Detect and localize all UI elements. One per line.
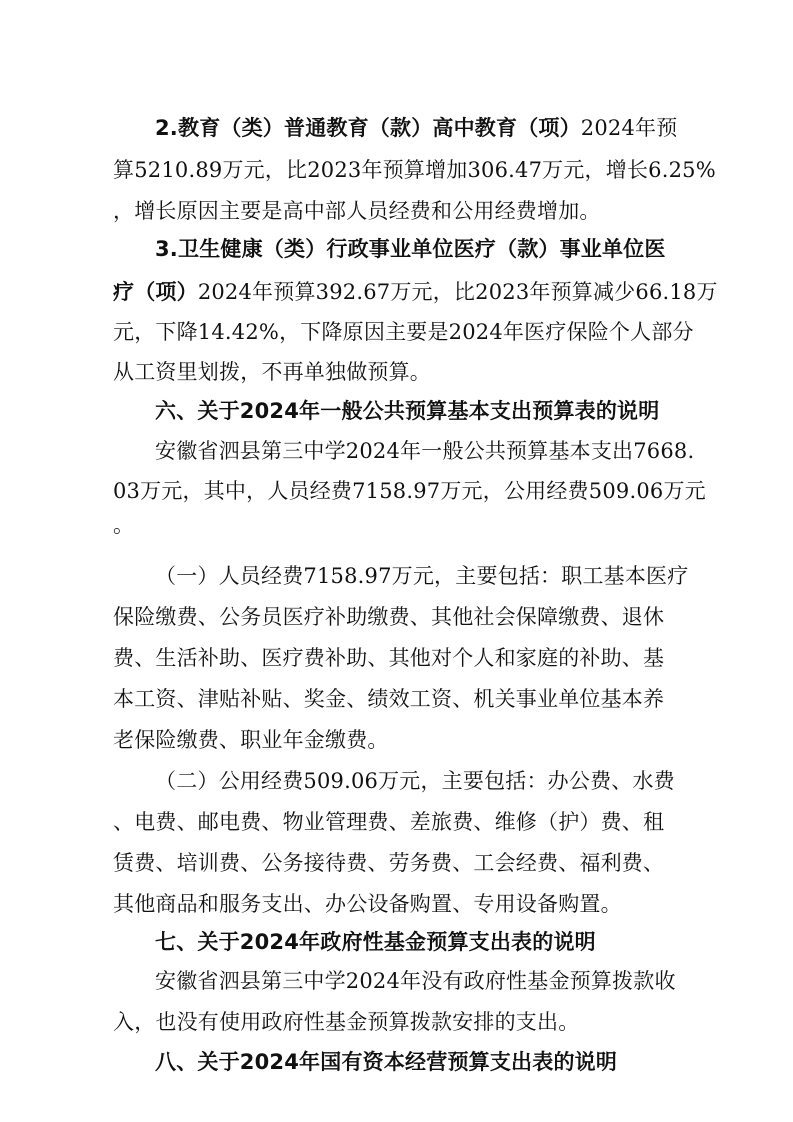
paragraph-line: [113, 720, 713, 760]
paragraph-line: [113, 505, 713, 545]
paragraph-line: [113, 843, 713, 883]
line-text: 入，也没有使用政府性基金预算拨款安排的支出。: [113, 1010, 580, 1034]
paragraph-line: [113, 802, 713, 842]
line-text: 算5210.89万元，比2023年预算增加306.47万元，增长6.25%: [113, 158, 716, 182]
paragraph-line: [113, 1002, 713, 1042]
line-text: （一）人员经费7158.97万元，主要包括：职工基本医疗: [155, 564, 689, 588]
paragraph-line: [155, 431, 755, 471]
paragraph-line: [113, 638, 713, 678]
paragraph-line: [113, 150, 716, 190]
line-text: 从工资里划拨，不再单独做预算。: [113, 360, 431, 384]
line-text: ，增长原因主要是高中部人员经费和公用经费增加。: [113, 199, 601, 223]
line-text: 老保险缴费、职业年金缴费。: [113, 728, 389, 752]
paragraph-line: [113, 597, 713, 637]
line-text: 其他商品和服务支出、办公设备购置、专用设备购置。: [113, 892, 622, 916]
line-text: 安徽省泗县第三中学2024年没有政府性基金预算拨款收: [155, 969, 676, 993]
line-text: 2024年预: [580, 116, 678, 140]
line-text: 03万元，其中，人员经费7158.97万元，公用经费509.06万元: [113, 479, 706, 503]
line-text: 赁费、培训费、公务接待费、劳务费、工会经费、福利费、: [113, 851, 665, 875]
section-heading: 六、关于2024年一般公共预算基本支出预算表的说明: [155, 399, 660, 423]
line-text: 保险缴费、公务员医疗补助缴费、其他社会保障缴费、退休: [113, 605, 665, 629]
paragraph-line: [155, 108, 755, 148]
paragraph-line: [113, 191, 713, 231]
paragraph-line: [113, 352, 713, 392]
item-heading: 3.卫生健康（类）行政事业单位医疗（款）事业单位医: [155, 237, 666, 261]
paragraph-line: [155, 229, 755, 269]
line-text: 本工资、津贴补贴、奖金、绩效工资、机关事业单位基本养: [113, 687, 665, 711]
paragraph-line: [155, 556, 755, 596]
line-text: 。: [113, 513, 135, 537]
item-heading: 2.教育（类）普通教育（款）高中教育（项）: [155, 116, 581, 140]
paragraph-line: [113, 312, 713, 352]
line-text: 安徽省泗县第三中学2024年一般公共预算基本支出7668.: [155, 439, 695, 463]
section-heading: 八、关于2024年国有资本经营预算支出表的说明: [155, 1050, 618, 1074]
paragraph-line: [113, 272, 718, 312]
paragraph-line: [155, 761, 755, 801]
line-text: 、电费、邮电费、物业管理费、差旅费、维修（护）费、租: [113, 810, 665, 834]
line-text: 费、生活补助、医疗费补助、其他对个人和家庭的补助、基: [113, 646, 665, 670]
line-text: （二）公用经费509.06万元，主要包括：办公费、水费: [155, 769, 675, 793]
line-text: 2024年预算392.67万元，比2023年预算减少66.18万: [197, 280, 718, 304]
line-text: 元，下降14.42%，下降原因主要是2024年医疗保险个人部分: [113, 320, 694, 344]
paragraph-line: [155, 961, 755, 1001]
item-heading: 疗（项）: [113, 280, 198, 304]
paragraph-line: [113, 884, 713, 924]
paragraph-line: [113, 679, 713, 719]
section-heading: 七、关于2024年政府性基金预算支出表的说明: [155, 930, 596, 954]
